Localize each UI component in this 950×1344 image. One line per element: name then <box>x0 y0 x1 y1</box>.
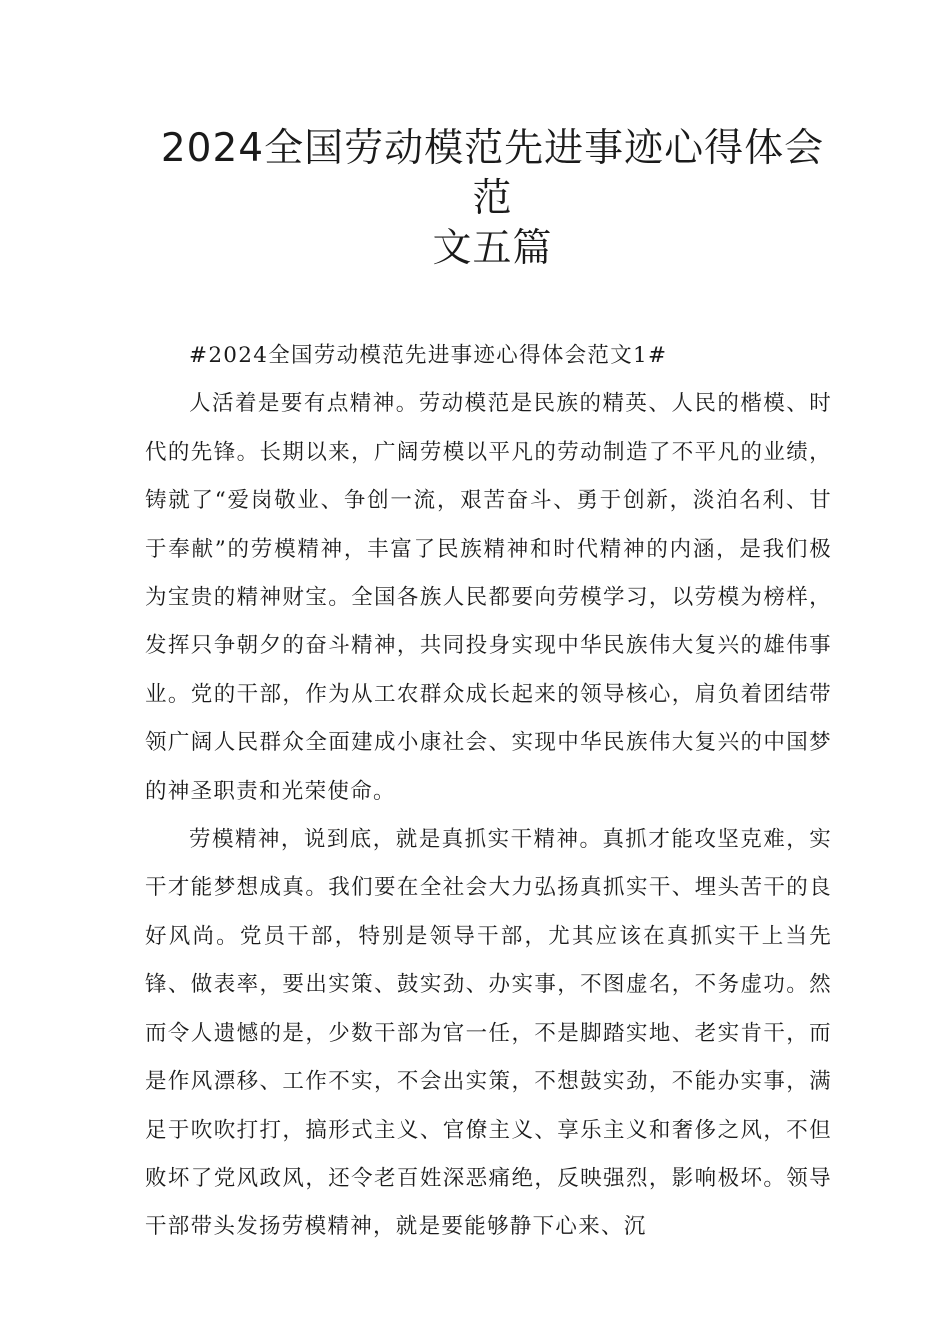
section-heading: #2024全国劳动模范先进事迹心得体会范文1# <box>189 343 668 368</box>
paragraph-2: 劳模精神，说到底，就是真抓实干精神。真抓才能攻坚克难，实干才能梦想成真。我们要在全社会大力弘扬真抓实干、埋头苦干的良好风尚。党员干部，特别是领导干部，尤其应该在真抓实干上当先锋、做表率，要出实策、鼓实劲、办实事，不图虚名，不务虚功。然而令人遗憾的是，少数干部为官一任，不是脚踏实地、老实肯干，而是作风漂移、工作不实，不会出实策，不想鼓实劲，不能办实事，满足于吹吹打打，搞形式主义、官僚主义、享乐主义和奢侈之风，不但败坏了党风政风，还令老百姓深恶痛绝，反映强烈，影响极坏。领导干部带头发扬劳模精神，就是要能够静下心来、沉 <box>145 827 832 1240</box>
title-line-2: 文五篇 <box>432 226 553 271</box>
document-title <box>145 124 832 274</box>
document-body <box>145 332 832 1252</box>
title-line-1: 2024全国劳动模范先进事迹心得体会范 <box>160 126 825 221</box>
paragraph-1: 人活着是要有点精神。劳动模范是民族的精英、人民的楷模、时代的先锋。长期以来，广阔劳模以平凡的劳动制造了不平凡的业绩，铸就了“爱岗敬业、争创一流，艰苦奋斗、勇于创新，淡泊名利、甘于奉献”的劳模精神，丰富了民族精神和时代精神的内涵，是我们极为宝贵的精神财宝。全国各族人民都要向劳模学习，以劳模为榜样，发挥只争朝夕的奋斗精神，共同投身实现中华民族伟大复兴的雄伟事业。党的干部，作为从工农群众成长起来的领导核心，肩负着团结带领广阔人民群众全面建成小康社会、实现中华民族伟大复兴的中国梦的神圣职责和光荣使命。 <box>145 391 832 804</box>
